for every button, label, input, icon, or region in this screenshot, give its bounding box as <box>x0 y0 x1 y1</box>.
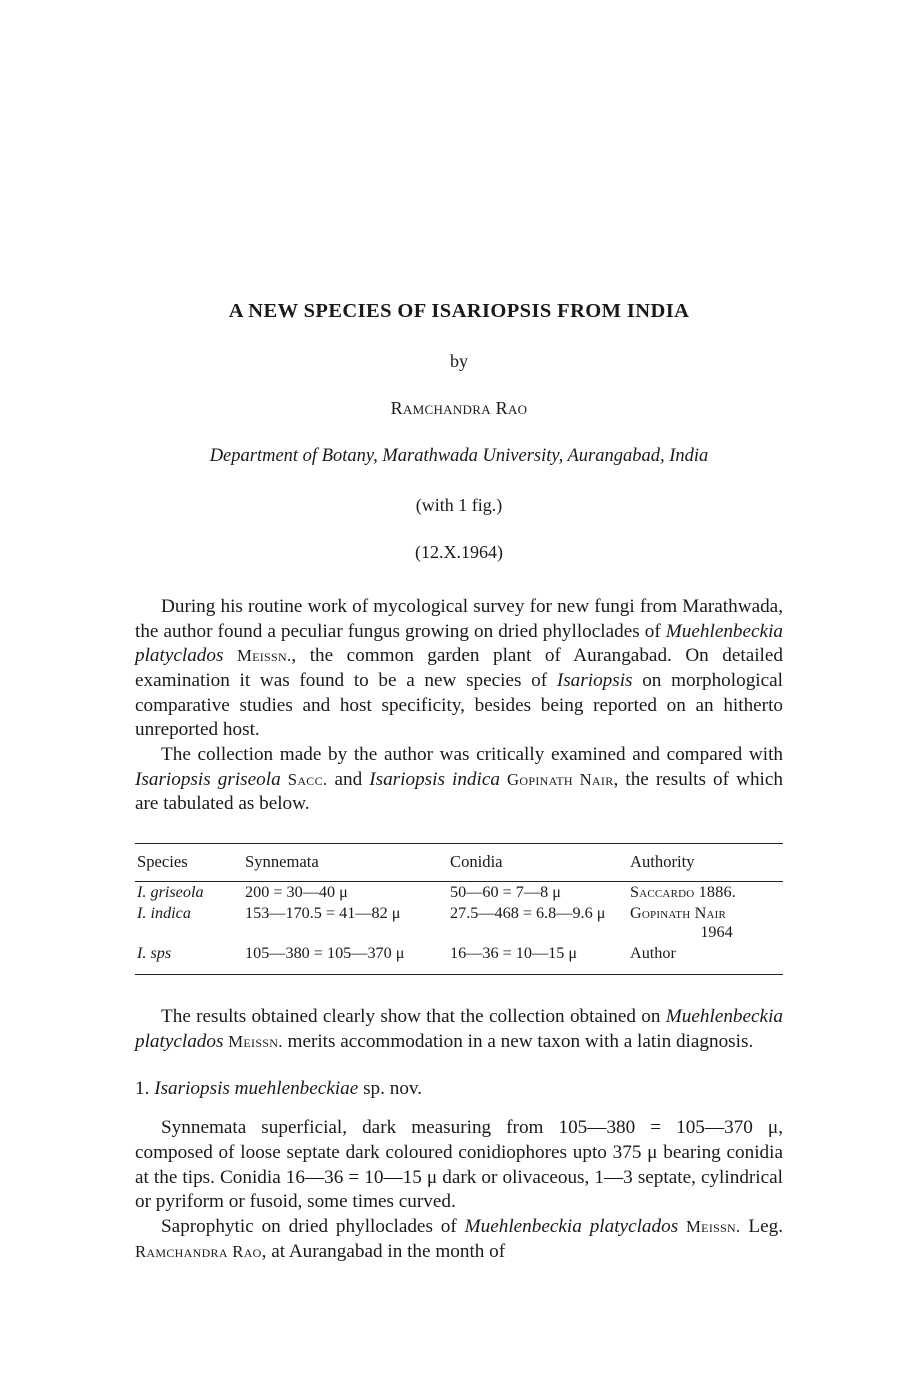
p2-species-1: Isariopsis griseola <box>135 768 281 790</box>
row-conidia: 16—36 = 10—15 μ <box>450 944 578 963</box>
table-header-conidia: Conidia <box>450 852 503 872</box>
table-row <box>135 882 783 903</box>
p5-text-a: Saprophytic on dried phylloclades of <box>161 1216 465 1238</box>
p1-authority: Meissn. <box>236 646 292 666</box>
p5-collector: Ramchandra Rao <box>135 1241 262 1261</box>
p5-text-b: Leg. <box>740 1216 783 1238</box>
p5-species: Muehlenbeckia platyclados <box>464 1216 679 1238</box>
species-heading-number: 1. <box>135 1078 150 1100</box>
p3-text-a: The results obtained clearly show that the collection obtained on <box>161 1006 666 1028</box>
intro-body <box>135 595 783 817</box>
p5-text-c: , at Aurangabad in the month of <box>261 1240 506 1262</box>
table-header-authority: Authority <box>630 852 695 872</box>
table-body <box>135 882 783 964</box>
p5-authority: Meissn. <box>686 1217 741 1237</box>
row-conidia: 50—60 = 7—8 μ <box>450 883 561 902</box>
paragraph-2 <box>135 743 783 817</box>
row-authority-text: Saccardo 1886. <box>630 883 737 902</box>
row-conidia: 27.5—468 = 6.8—9.6 μ <box>450 904 606 923</box>
p3-species: Muehlenbeckia platyclados <box>135 1006 783 1052</box>
row-authority-year: 1964 <box>700 923 733 942</box>
p2-authority-2: Gopinath Nair <box>507 769 614 789</box>
p2-text-b: , the results of which are tabulated as below. <box>135 768 783 815</box>
p3-authority: Meissn. <box>228 1031 283 1051</box>
row-synnemata: 105—380 = 105—370 μ <box>245 944 405 963</box>
table-rule-bottom <box>135 974 783 975</box>
comparison-table <box>135 843 783 975</box>
page-title: A NEW SPECIES OF ISARIOPSIS FROM INDIA <box>228 300 690 322</box>
p2-text-mid: and <box>327 768 370 790</box>
row-synnemata: 200 = 30—40 μ <box>245 883 348 902</box>
table-header-species: Species <box>137 852 188 872</box>
species-heading-rank: sp. nov. <box>363 1078 423 1100</box>
row-species-text: I. indica <box>137 904 191 923</box>
author-name <box>135 398 783 419</box>
by-label: by <box>450 351 468 371</box>
table-row <box>135 943 783 964</box>
species-heading <box>135 1078 783 1100</box>
description-body <box>135 1116 783 1264</box>
paragraph-5 <box>135 1215 783 1264</box>
p1-genus: Isariopsis <box>556 670 633 692</box>
table-body-element <box>135 882 783 964</box>
row-species <box>135 903 245 943</box>
results-paragraph <box>135 1005 783 1054</box>
row-species-text: I. sps <box>137 944 172 963</box>
table-element <box>135 844 783 881</box>
p1-text-a: During his routine work of mycological survey for new fungi from Marathwada, the author found a peculiar fungus growing on dried phylloclades of <box>135 596 783 642</box>
row-species <box>135 943 245 964</box>
row-species-text: I. griseola <box>137 883 204 902</box>
table-header-synnemata: Synnemata <box>245 852 319 872</box>
row-synnemata: 153—170.5 = 41—82 μ <box>245 904 401 923</box>
row-authority-text: Gopinath Nair <box>630 904 727 923</box>
page-content <box>135 0 783 1388</box>
species-heading-name: Isariopsis muehlenbeckiae <box>154 1078 359 1100</box>
paragraph-3 <box>135 1005 783 1054</box>
p2-authority-1: Sacc. <box>287 769 328 789</box>
author-name-text: Ramchandra Rao <box>390 398 528 418</box>
author-affiliation: Department of Botany, Marathwada University, Aurangabad, India <box>209 446 709 466</box>
table-row <box>135 903 783 943</box>
paragraph-4: Synnemata superficial, dark measuring from 105—380 = 105—370 μ, composed of loose septate dark coloured conidiophores upto 375 μ bearing conidia at the tips. Conidia 16—36 = 10—15 μ dark or olivaceous, 1—3 septate, cylindrical or pyriform or fusoid, some times curved. <box>135 1117 783 1213</box>
row-authority <box>630 882 783 903</box>
row-species <box>135 882 245 903</box>
table-header-row <box>135 844 783 881</box>
p2-species-2: Isariopsis indica <box>369 768 500 790</box>
p1-species: Muehlenbeckia platyclados <box>135 620 783 667</box>
row-authority <box>630 903 783 943</box>
paragraph-1 <box>135 595 783 743</box>
row-authority: Author <box>630 944 676 963</box>
table-head <box>135 844 783 881</box>
p3-text-b: merits accommodation in a new taxon with a latin diagnosis. <box>282 1030 754 1052</box>
received-date: (12.X.1964) <box>415 542 503 562</box>
p1-text-c: on morphological comparative studies and host specificity, besides being reported on an hitherto unreported host. <box>135 670 783 741</box>
figure-note: (with 1 fig.) <box>415 495 503 515</box>
p1-text-b: , the common garden plant of Aurangabad. On detailed examination it was found to be a new species of <box>135 645 783 692</box>
p2-text-a: The collection made by the author was critically examined and compared with <box>161 744 783 766</box>
